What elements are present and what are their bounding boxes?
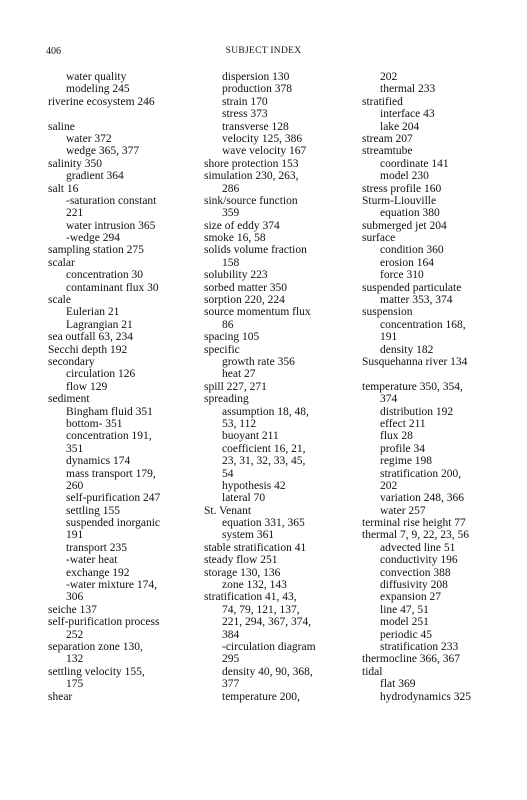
- index-entry: stratified: [362, 95, 403, 108]
- index-entry: tidal: [362, 665, 383, 678]
- index-subentry: 351: [66, 442, 84, 455]
- index-subentry: 295: [222, 653, 240, 666]
- index-subentry: 221: [66, 207, 84, 220]
- index-subentry: line 47, 51: [380, 603, 429, 616]
- index-subentry: strain 170: [222, 95, 268, 108]
- index-entry: sea outfall 63, 234: [48, 331, 133, 344]
- index-entry: saline: [48, 120, 75, 133]
- index-subentry: wave velocity 167: [222, 145, 307, 158]
- index-subentry: lake 204: [380, 120, 420, 133]
- index-subentry: coordinate 141: [380, 157, 449, 170]
- index-subentry: advected line 51: [380, 541, 456, 554]
- index-subentry: velocity 125, 386: [222, 132, 303, 145]
- index-entry: storage 130, 136: [204, 566, 281, 579]
- index-subentry: 252: [66, 628, 84, 641]
- index-subentry: 191: [380, 331, 398, 344]
- index-subentry: settling 155: [66, 504, 120, 517]
- index-subentry: 260: [66, 479, 84, 492]
- index-subentry: condition 360: [380, 244, 444, 257]
- index-subentry: concentration 168,: [380, 318, 466, 331]
- index-subentry: distribution 192: [380, 405, 454, 418]
- index-subentry: self-purification 247: [66, 492, 161, 505]
- index-subentry: 306: [66, 591, 84, 604]
- index-subentry: 202: [380, 71, 398, 83]
- index-entry: stratification 41, 43,: [204, 591, 297, 604]
- index-entry: submerged jet 204: [362, 219, 447, 232]
- blank-line: [48, 108, 208, 120]
- index-entry: stream 207: [362, 132, 413, 145]
- index-subentry: concentration 191,: [66, 430, 152, 443]
- index-subentry: 132: [66, 653, 84, 666]
- index-subentry: -water mixture 174,: [66, 579, 158, 592]
- index-entry: Sturm-Liouville: [362, 194, 437, 207]
- index-subentry: conductivity 196: [380, 554, 458, 567]
- index-subentry: stratification 233: [380, 640, 459, 653]
- index-subentry: mass transport 179,: [66, 467, 156, 480]
- index-subentry: 286: [222, 182, 240, 195]
- index-entry: spacing 105: [204, 331, 260, 344]
- index-entry: riverine ecosystem 246: [48, 95, 155, 108]
- index-subentry: transport 235: [66, 541, 128, 554]
- index-subentry: -saturation constant: [66, 194, 157, 207]
- index-column-3: [362, 71, 522, 703]
- index-entry: solids volume fraction: [204, 244, 307, 257]
- index-subentry: hydrodynamics 325: [380, 690, 472, 703]
- index-subentry: coefficient 16, 21,: [222, 442, 306, 455]
- index-subentry: circulation 126: [66, 368, 136, 381]
- index-subentry: flat 369: [380, 678, 416, 691]
- index-entry: sediment: [48, 393, 90, 406]
- index-subentry: profile 34: [380, 442, 426, 455]
- index-subentry: zone 132, 143: [222, 579, 287, 592]
- index-subentry: buoyant 211: [222, 430, 279, 443]
- index-subentry: temperature 200,: [222, 690, 300, 703]
- index-entry: Susquehanna river 134: [362, 355, 468, 368]
- index-subentry: 191: [66, 529, 84, 542]
- index-subentry: thermal 233: [380, 83, 436, 96]
- index-subentry: variation 248, 366: [380, 492, 464, 505]
- index-subentry: water intrusion 365: [66, 219, 156, 232]
- index-subentry: 359: [222, 207, 240, 220]
- index-subentry: 202: [380, 479, 398, 492]
- index-entry: specific: [204, 343, 240, 356]
- index-subentry: equation 331, 365: [222, 517, 305, 530]
- index-subentry: water 372: [66, 132, 112, 145]
- index-entry: scale: [48, 294, 71, 307]
- index-entry: stable stratification 41: [204, 541, 307, 554]
- index-subentry: 54: [222, 467, 234, 480]
- index-entry: simulation 230, 263,: [204, 170, 299, 183]
- index-subentry: Lagrangian 21: [66, 318, 133, 331]
- index-subentry: interface 43: [380, 108, 435, 121]
- running-title: SUBJECT INDEX: [225, 46, 302, 56]
- index-entry: sorption 220, 224: [204, 294, 285, 307]
- index-subentry: wedge 365, 377: [66, 145, 140, 158]
- index-subentry: periodic 45: [380, 628, 433, 641]
- index-entry: terminal rise height 77: [362, 517, 466, 530]
- index-entry: shear: [48, 690, 73, 703]
- index-subentry: regime 198: [380, 455, 433, 468]
- index-subentry: stratification 200,: [380, 467, 462, 480]
- index-subentry: assumption 18, 48,: [222, 405, 309, 418]
- index-subentry: 23, 31, 32, 33, 45,: [222, 455, 306, 468]
- index-entry: solubility 223: [204, 269, 268, 282]
- index-entry: separation zone 130,: [48, 640, 143, 653]
- index-subentry: modeling 245: [66, 83, 130, 96]
- index-entry: sampling station 275: [48, 244, 144, 257]
- index-subentry: 175: [66, 678, 84, 691]
- index-subentry: density 182: [380, 343, 434, 356]
- index-subentry: model 230: [380, 170, 429, 183]
- index-subentry: lateral 70: [222, 492, 266, 505]
- index-entry: sink/source function: [204, 194, 298, 207]
- index-subentry: matter 353, 374: [380, 294, 453, 307]
- index-entry: salt 16: [48, 182, 79, 195]
- index-entry: salinity 350: [48, 157, 102, 170]
- index-entry: secondary: [48, 355, 95, 368]
- index-subentry: gradient 364: [66, 170, 124, 183]
- index-entry: self-purification process: [48, 616, 160, 629]
- index-entry: thermocline 366, 367: [362, 653, 461, 666]
- index-entry: spill 227, 271: [204, 380, 267, 393]
- index-entry: stress profile 160: [362, 182, 442, 195]
- index-subentry: concentration 30: [66, 269, 143, 282]
- index-subentry: 74, 79, 121, 137,: [222, 603, 300, 616]
- index-column-1: [48, 71, 208, 703]
- index-entry: suspended particulate: [362, 281, 462, 294]
- index-subentry: water quality: [66, 71, 127, 83]
- index-subentry: heat 27: [222, 368, 256, 381]
- index-subentry: production 378: [222, 83, 292, 96]
- index-subentry: dynamics 174: [66, 455, 131, 468]
- index-subentry: flow 129: [66, 380, 108, 393]
- index-subentry: 53, 112: [222, 417, 257, 430]
- page-number: 406: [46, 46, 61, 57]
- index-entry: spreading: [204, 393, 249, 406]
- index-subentry: hypothesis 42: [222, 479, 286, 492]
- index-subentry: stress 373: [222, 108, 268, 121]
- index-subentry: 86: [222, 318, 234, 331]
- index-subentry: effect 211: [380, 417, 426, 430]
- index-entry: surface: [362, 232, 396, 245]
- index-subentry: density 40, 90, 368,: [222, 665, 313, 678]
- index-subentry: dispersion 130: [222, 71, 290, 83]
- index-entry: smoke 16, 58: [204, 232, 266, 245]
- index-subentry: expansion 27: [380, 591, 442, 604]
- page-header: [0, 46, 527, 60]
- index-entry: shore protection 153: [204, 157, 299, 170]
- index-subentry: system 361: [222, 529, 275, 542]
- index-subentry: convection 388: [380, 566, 451, 579]
- index-entry: source momentum flux: [204, 306, 311, 319]
- index-subentry: -wedge 294: [66, 232, 120, 245]
- index-entry: thermal 7, 9, 22, 23, 56: [362, 529, 469, 542]
- index-subentry: 377: [222, 678, 240, 691]
- index-entry: streamtube: [362, 145, 413, 158]
- index-subentry: equation 380: [380, 207, 440, 220]
- index-subentry: diffusivity 208: [380, 579, 448, 592]
- index-subentry: contaminant flux 30: [66, 281, 159, 294]
- index-entry: St. Venant: [204, 504, 252, 517]
- index-subentry: 384: [222, 628, 240, 641]
- index-subentry: -water heat: [66, 554, 118, 567]
- index-entry: seiche 137: [48, 603, 97, 616]
- index-subentry: 158: [222, 256, 240, 269]
- index-entry: sorbed matter 350: [204, 281, 288, 294]
- index-subentry: flux 28: [380, 430, 413, 443]
- index-subentry: growth rate 356: [222, 355, 295, 368]
- index-subentry: water 257: [380, 504, 426, 517]
- index-subentry: exchange 192: [66, 566, 130, 579]
- index-subentry: 374: [380, 393, 398, 406]
- index-entry: size of eddy 374: [204, 219, 280, 232]
- blank-line: [362, 368, 522, 380]
- index-subentry: force 310: [380, 269, 424, 282]
- index-subentry: -circulation diagram: [222, 640, 316, 653]
- index-subentry: erosion 164: [380, 256, 434, 269]
- index-entry: steady flow 251: [204, 554, 278, 567]
- index-subentry: 221, 294, 367, 374,: [222, 616, 312, 629]
- index-entry: settling velocity 155,: [48, 665, 145, 678]
- index-subentry: suspended inorganic: [66, 517, 161, 530]
- index-entry: suspension: [362, 306, 413, 319]
- index-subentry: Eulerian 21: [66, 306, 120, 319]
- index-subentry: transverse 128: [222, 120, 289, 133]
- index-subentry: Bingham fluid 351: [66, 405, 153, 418]
- index-column-2: [204, 71, 364, 703]
- index-entry: scalar: [48, 256, 75, 269]
- index-subentry: model 251: [380, 616, 429, 629]
- index-entry: temperature 350, 354,: [362, 380, 463, 393]
- index-subentry: bottom- 351: [66, 417, 123, 430]
- index-entry: Secchi depth 192: [48, 343, 128, 356]
